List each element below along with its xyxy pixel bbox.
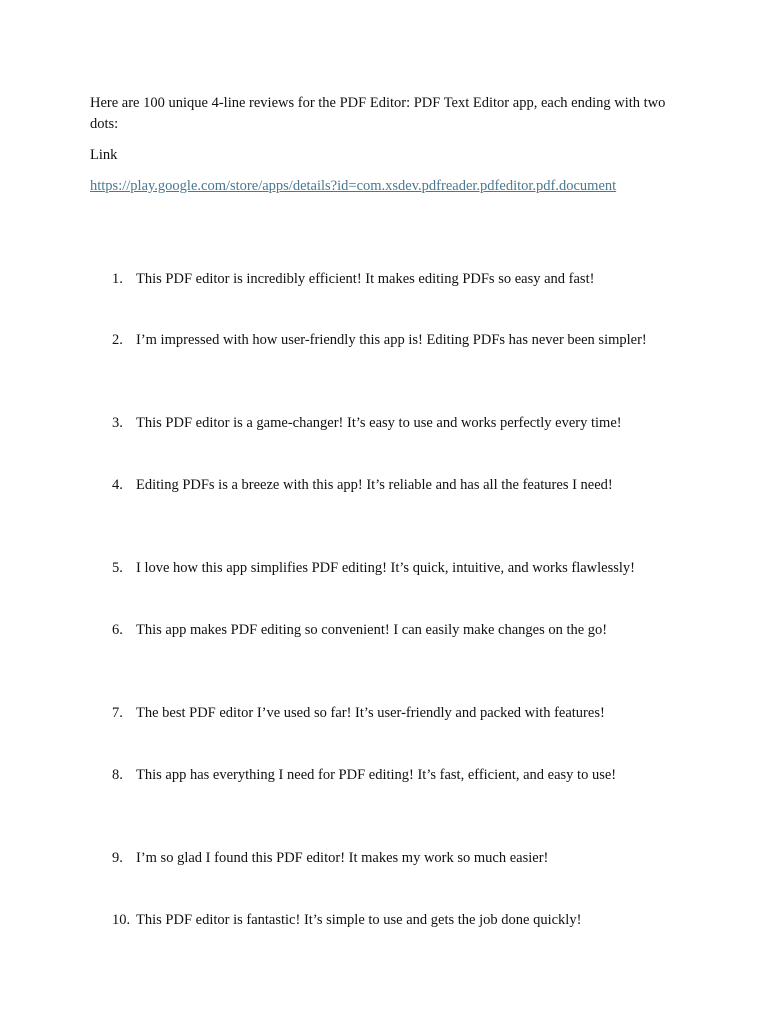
review-item	[112, 413, 712, 433]
review-number: 4.	[112, 477, 123, 493]
review-text: This PDF editor is a game-changer! It’s easy to use and works perfectly every time!	[136, 415, 622, 431]
review-number: 3.	[112, 415, 123, 431]
review-number: 8.	[112, 767, 123, 783]
review-text: This app has everything I need for PDF editing! It’s fast, efficient, and easy to use!	[136, 767, 617, 783]
review-item	[112, 765, 712, 785]
review-text: I love how this app simplifies PDF editing! It’s quick, intuitive, and works flawlessly!	[136, 560, 635, 576]
review-text: The best PDF editor I’ve used so far! It’s user-friendly and packed with features!	[136, 705, 605, 721]
review-item	[112, 620, 712, 640]
link-label: Link	[90, 147, 118, 163]
review-item	[112, 269, 712, 289]
review-number: 6.	[112, 622, 123, 638]
review-number: 7.	[112, 705, 123, 721]
play-store-link[interactable]: https://play.google.com/store/apps/details?id=com.xsdev.pdfreader.pdfeditor.pdf.document	[90, 178, 617, 194]
review-text: I’m impressed with how user-friendly this app is! Editing PDFs has never been simpler!	[136, 332, 647, 348]
review-text: I’m so glad I found this PDF editor! It makes my work so much easier!	[136, 850, 549, 866]
review-item	[112, 330, 712, 350]
review-number: 10.	[112, 912, 131, 928]
review-text: This PDF editor is fantastic! It’s simple to use and gets the job done quickly!	[136, 912, 582, 928]
review-item	[112, 703, 712, 723]
review-number: 1.	[112, 271, 123, 287]
review-text: Editing PDFs is a breeze with this app! It’s reliable and has all the features I need!	[136, 477, 613, 493]
intro-paragraph: Here are 100 unique 4-line reviews for the PDF Editor: PDF Text Editor app, each ending with two dots:	[90, 95, 666, 132]
review-item	[112, 558, 712, 578]
review-text: This PDF editor is incredibly efficient! It makes editing PDFs so easy and fast!	[136, 271, 595, 287]
review-number: 2.	[112, 332, 123, 348]
review-item	[112, 475, 712, 495]
review-text: This app makes PDF editing so convenient! I can easily make changes on the go!	[136, 622, 608, 638]
review-number: 9.	[112, 850, 123, 866]
review-number: 5.	[112, 560, 123, 576]
review-item	[112, 848, 712, 868]
review-item	[112, 910, 712, 930]
